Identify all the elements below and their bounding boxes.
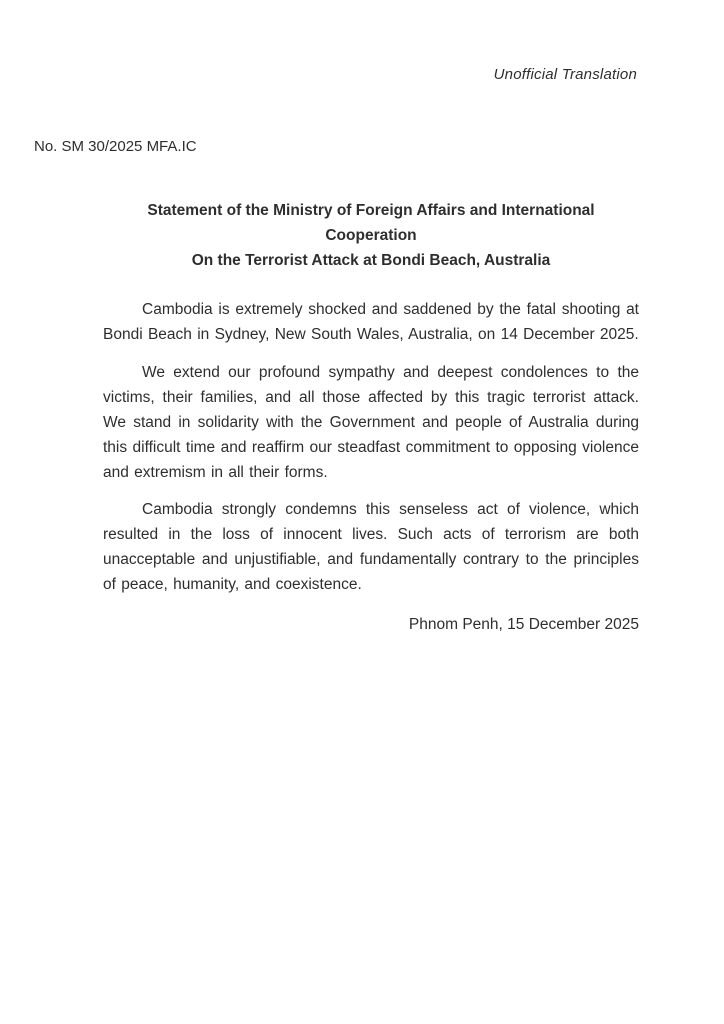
- unofficial-translation-note: Unofficial Translation: [493, 66, 637, 83]
- paragraph-3: Cambodia strongly condemns this senseless act of violence, which resulted in the loss of innocent lives. Such acts of terrorism are both unacceptable and unjustifiable, and fundamentally contrary to the principles of peace, humanity, and coexistence.: [103, 501, 639, 593]
- document-body: [103, 198, 639, 637]
- document-title: [103, 198, 639, 273]
- title-line-1: Statement of the Ministry of Foreign Affairs and International Cooperation: [147, 202, 595, 244]
- reference-number: No. SM 30/2025 MFA.IC: [34, 138, 197, 155]
- paragraph-2: We extend our profound sympathy and deepest condolences to the victims, their families, and all those affected by this tragic terrorist attack. We stand in solidarity with the Government and people of Australia during this difficult time and reaffirm our steadfast commitment to opposing violence and extremism in all their forms.: [103, 364, 639, 481]
- paragraph-1: Cambodia is extremely shocked and saddened by the fatal shooting at Bondi Beach in Sydney, New South Wales, Australia, on 14 December 2025.: [103, 301, 639, 343]
- title-line-2: On the Terrorist Attack at Bondi Beach, Australia: [191, 252, 551, 269]
- dateline: Phnom Penh, 15 December 2025: [408, 616, 639, 633]
